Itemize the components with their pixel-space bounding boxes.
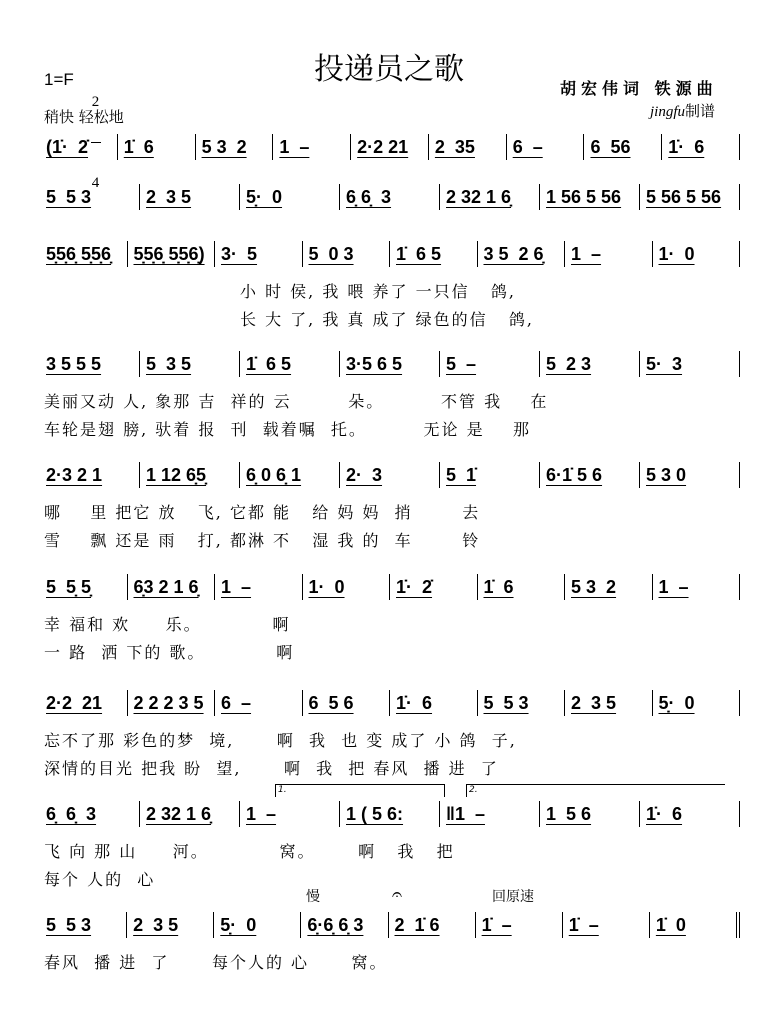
measure: 1̇ 6 5 [240,351,340,377]
lyric-line: 每个 人的 心 [44,870,156,889]
measure: 1 – [653,574,741,600]
notation-line [40,912,740,938]
measure: 5 – [440,351,540,377]
measure: 5 5 3 [40,184,140,210]
measure: 5 0 3 [303,241,391,267]
measure: 5̣5̣6̣ 5̣5̣6̣ [40,241,128,267]
arranger-suffix: 制谱 [685,102,716,120]
notation-line [40,134,740,160]
measure: 6 56 [584,134,662,160]
measure: 2·2 21 [40,690,128,716]
measure: 1̇· 6 [662,134,740,160]
lyric-line: 哪 里 把它 放 飞, 它都 能 给 妈 妈 捎 去 [44,503,481,522]
volta-1: 1. [275,784,445,797]
notation-line [40,462,740,488]
measure: 5 2 3 [540,351,640,377]
measure: 3· 5 [215,241,303,267]
measure: 1̇ – [476,912,563,938]
measure: 2·3 2 1 [40,462,140,488]
measure: 1 12 6̣5̣ [140,462,240,488]
measure: 1· 0 [303,574,391,600]
measure: 2 1̇ 6 [389,912,476,938]
measure: 6·1̇ 5 6 [540,462,640,488]
measure: 1 – [565,241,653,267]
lyric-line: 车轮是翅 膀, 驮着 报 刊 载着嘱 托。 无论 是 那 [44,420,531,439]
lyric-line: 飞 向 那 山 河。 窝。 啊 我 把 [44,842,455,861]
measure: 5· 3 [640,351,740,377]
song-title: 投递员之歌 [314,52,464,87]
measure: 5 5 3 [478,690,566,716]
arranger [650,100,715,121]
measure: 1̇· 2̇ [390,574,478,600]
notation-line [40,690,740,716]
measure: 5 3 0 [640,462,740,488]
lyric-line: 忘不了那 彩色的梦 境, 啊 我 也 变 成了 小 鸽 子, [44,731,517,750]
arranger-name: jingfu [650,104,686,120]
measure: 3·5 6 5 [340,351,440,377]
measure: 5 1̇ [440,462,540,488]
measure: 1 – [215,574,303,600]
measure: 6̣ 6̣ 3 [340,184,440,210]
measure: 1̇ – [563,912,650,938]
measure: 2 32 1 6̣ [140,801,240,827]
measure: 5 3 2 [196,134,274,160]
slow-marking: 慢 [306,889,320,905]
measure: 6̣·6̣ 6̣ 3 [301,912,388,938]
measure: (1̇· 2̇ [40,134,118,160]
measure: 2 35 [429,134,507,160]
measure: 2 32 1 6̣ [440,184,540,210]
notation-line [40,241,740,267]
measure: 3 5 2 6̣ [478,241,566,267]
measure: 6 – [507,134,585,160]
measure: 2·2 21 [351,134,429,160]
time-top: 2 [91,94,100,110]
measure: 1 – [273,134,351,160]
measure: 2· 3 [340,462,440,488]
credits: 胡宏伟词 铁源曲 [560,79,718,98]
measure: 5̣· 0 [240,184,340,210]
measure: 6̣ 0 6̣ 1 [240,462,340,488]
lyric-line: 小 时 侯, 我 喂 养了 一只信 鸽, [240,282,516,301]
lyric-line: 幸 福和 欢 乐。 啊 [44,615,291,634]
time-bottom: 4 [91,175,100,191]
measure: 2 3 5 [565,690,653,716]
measure: 5 5 3 [40,912,127,938]
notation-line [40,184,740,210]
measure: 1̇ 6 5 [390,241,478,267]
measure: 5 3 5 [140,351,240,377]
measure: 6 5 6 [303,690,391,716]
measure: 5̣· 0 [214,912,301,938]
measure: 6̣3 2 1 6̣ [128,574,216,600]
key-signature: 1=F [44,70,74,89]
measure: 2 3 5 [140,184,240,210]
lyric-line: 美丽又动 人, 象那 吉 祥的 云 朵。 不管 我 在 [44,392,549,411]
measure: 6̣ 6̣ 3 [40,801,140,827]
measure: 6 – [215,690,303,716]
measure: 1 – [240,801,340,827]
lyric-line: 长 大 了, 我 真 成了 绿色的信 鸽, [240,310,534,329]
measure: 1 ( 5 6: [340,801,440,827]
measure: 5̣5̣6̣ 5̣5̣6̣) [128,241,216,267]
tempo-marking: 稍快 轻松地 [44,108,124,126]
measure: 5̣· 0 [653,690,741,716]
measure: 2 2 2 3 5 [128,690,216,716]
volta-2: 2. [466,784,725,797]
measure: 5 5̣ 5̣ [40,574,128,600]
lyric-line: 雪 飘 还是 雨 打, 都淋 不 湿 我 的 车 铃 [44,531,481,550]
measure: 1̇ 6 [478,574,566,600]
fermata-icon: 𝄐 [392,884,403,905]
lyric-line: 一 路 洒 下的 歌。 啊 [44,643,295,662]
resume-tempo-marking: 回原速 [492,889,534,905]
notation-line [40,351,740,377]
notation-line [40,574,740,600]
measure: 1̇· 6 [640,801,740,827]
measure: 1 5 6 [540,801,640,827]
measure: ‖1 – [440,801,540,827]
measure: 5 56 5 56 [640,184,740,210]
measure: 1· 0 [653,241,741,267]
measure: 1̇ 6 [118,134,196,160]
measure: 1̇· 6 [390,690,478,716]
notation-line [40,801,740,827]
measure: 5 3 2 [565,574,653,600]
measure: 1̇ 0 [650,912,740,938]
lyric-line: 深情的目光 把我 盼 望, 啊 我 把 春风 播 进 了 [44,759,499,778]
lyric-line: 春风 播 进 了 每个人的 心 窝。 [44,953,388,972]
measure: 1 56 5 56 [540,184,640,210]
measure: 3 5 5 5 [40,351,140,377]
measure: 2 3 5 [127,912,214,938]
